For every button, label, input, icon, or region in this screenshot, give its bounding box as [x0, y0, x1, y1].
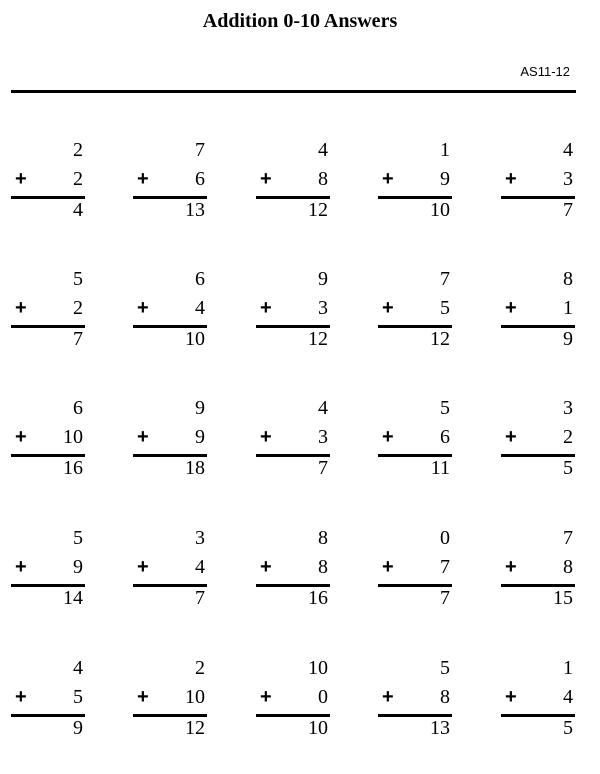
addend-bottom: 5	[73, 686, 83, 708]
addend-top: 2	[73, 139, 83, 161]
addend-top: 4	[318, 397, 328, 419]
answer: 13	[185, 199, 205, 221]
addition-problem	[11, 526, 85, 626]
answer: 9	[563, 328, 573, 350]
addend-bottom: 10	[63, 426, 83, 448]
answer: 4	[73, 199, 83, 221]
addition-problem	[501, 138, 575, 238]
plus-sign: +	[15, 297, 27, 319]
addend-top: 7	[563, 527, 573, 549]
answer: 12	[308, 328, 328, 350]
addend-bottom: 0	[318, 686, 328, 708]
addend-top: 9	[195, 397, 205, 419]
plus-sign: +	[137, 556, 149, 578]
addition-problem	[378, 656, 452, 756]
plus-sign: +	[15, 686, 27, 708]
plus-sign: +	[382, 168, 394, 190]
answer: 7	[318, 457, 328, 479]
addend-bottom: 9	[440, 168, 450, 190]
answer: 18	[185, 457, 205, 479]
addition-problem	[133, 396, 207, 496]
addition-problem	[378, 526, 452, 626]
addend-bottom: 6	[440, 426, 450, 448]
answer: 14	[63, 587, 83, 609]
plus-sign: +	[382, 686, 394, 708]
answer: 12	[430, 328, 450, 350]
addition-problem	[256, 526, 330, 626]
addend-top: 9	[318, 268, 328, 290]
addition-problem	[256, 267, 330, 367]
addend-top: 5	[73, 527, 83, 549]
addend-bottom: 3	[318, 426, 328, 448]
addend-top: 8	[318, 527, 328, 549]
answer: 5	[563, 717, 573, 739]
addend-top: 8	[563, 268, 573, 290]
addend-bottom: 8	[318, 556, 328, 578]
answer: 7	[195, 587, 205, 609]
plus-sign: +	[382, 297, 394, 319]
addend-top: 6	[73, 397, 83, 419]
addition-problem	[11, 656, 85, 756]
addition-problem	[501, 656, 575, 756]
addend-top: 3	[563, 397, 573, 419]
answer: 7	[563, 199, 573, 221]
answer: 7	[73, 328, 83, 350]
addend-bottom: 8	[318, 168, 328, 190]
addend-top: 1	[563, 657, 573, 679]
addend-top: 10	[308, 657, 328, 679]
plus-sign: +	[382, 556, 394, 578]
addend-top: 4	[73, 657, 83, 679]
addend-top: 4	[563, 139, 573, 161]
answer: 15	[553, 587, 573, 609]
addend-bottom: 9	[195, 426, 205, 448]
addend-bottom: 9	[73, 556, 83, 578]
plus-sign: +	[382, 426, 394, 448]
plus-sign: +	[137, 297, 149, 319]
addend-bottom: 2	[73, 297, 83, 319]
addend-top: 1	[440, 139, 450, 161]
answer: 16	[63, 457, 83, 479]
addend-bottom: 1	[563, 297, 573, 319]
addend-bottom: 8	[563, 556, 573, 578]
addition-problem	[378, 138, 452, 238]
addition-problem	[378, 396, 452, 496]
addend-top: 7	[195, 139, 205, 161]
answer: 16	[308, 587, 328, 609]
answer: 7	[440, 587, 450, 609]
plus-sign: +	[137, 168, 149, 190]
addend-bottom: 7	[440, 556, 450, 578]
addition-problem	[11, 138, 85, 238]
addition-problem	[11, 267, 85, 367]
addend-bottom: 6	[195, 168, 205, 190]
addend-bottom: 10	[185, 686, 205, 708]
addition-problem	[133, 267, 207, 367]
answer: 11	[430, 457, 450, 479]
answer: 13	[430, 717, 450, 739]
plus-sign: +	[505, 297, 517, 319]
addend-top: 2	[195, 657, 205, 679]
addend-top: 5	[440, 657, 450, 679]
addition-problem	[256, 656, 330, 756]
addition-problem	[501, 526, 575, 626]
plus-sign: +	[260, 168, 272, 190]
addend-bottom: 5	[440, 297, 450, 319]
addition-problem	[256, 138, 330, 238]
addition-problem	[501, 267, 575, 367]
plus-sign: +	[505, 426, 517, 448]
addend-top: 5	[73, 268, 83, 290]
addition-problem	[133, 656, 207, 756]
plus-sign: +	[505, 168, 517, 190]
addition-problem	[256, 396, 330, 496]
answer: 12	[185, 717, 205, 739]
addition-problem	[501, 396, 575, 496]
plus-sign: +	[15, 556, 27, 578]
plus-sign: +	[137, 426, 149, 448]
addend-bottom: 8	[440, 686, 450, 708]
header-divider	[11, 90, 576, 93]
worksheet-code: AS11-12	[520, 64, 570, 79]
addition-problem	[378, 267, 452, 367]
plus-sign: +	[260, 556, 272, 578]
answer: 10	[430, 199, 450, 221]
plus-sign: +	[505, 556, 517, 578]
addition-problem	[133, 526, 207, 626]
plus-sign: +	[260, 426, 272, 448]
plus-sign: +	[260, 297, 272, 319]
addend-top: 0	[440, 527, 450, 549]
plus-sign: +	[505, 686, 517, 708]
answer: 5	[563, 457, 573, 479]
plus-sign: +	[15, 168, 27, 190]
addend-bottom: 4	[195, 297, 205, 319]
addition-problem	[11, 396, 85, 496]
addend-bottom: 2	[563, 426, 573, 448]
addend-bottom: 4	[195, 556, 205, 578]
addend-bottom: 3	[318, 297, 328, 319]
addition-problem	[133, 138, 207, 238]
addend-bottom: 2	[73, 168, 83, 190]
answer: 10	[185, 328, 205, 350]
addend-top: 4	[318, 139, 328, 161]
plus-sign: +	[137, 686, 149, 708]
addend-top: 6	[195, 268, 205, 290]
addend-bottom: 3	[563, 168, 573, 190]
plus-sign: +	[260, 686, 272, 708]
addend-top: 5	[440, 397, 450, 419]
addend-bottom: 4	[563, 686, 573, 708]
worksheet-title: Addition 0-10 Answers	[202, 10, 398, 32]
plus-sign: +	[15, 426, 27, 448]
answer: 9	[73, 717, 83, 739]
addend-top: 7	[440, 268, 450, 290]
answer: 12	[308, 199, 328, 221]
addend-top: 3	[195, 527, 205, 549]
answer: 10	[308, 717, 328, 739]
